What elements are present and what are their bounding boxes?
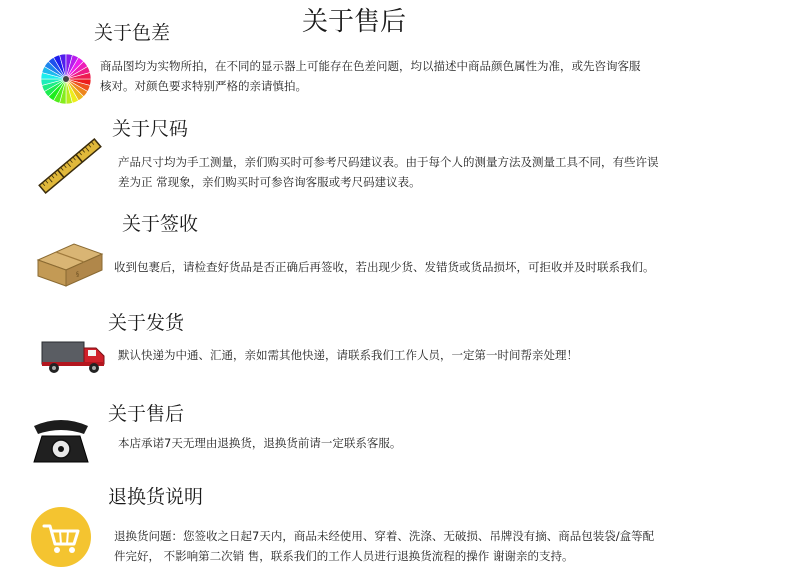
svg-text:§: § bbox=[76, 271, 79, 278]
section-text-line: 退换货问题：您签收之日起7天内，商品未经使用、穿着、洗涤、无破损、吊牌没有摘、商品包装袋/盒等配 bbox=[114, 529, 655, 543]
section-title-returns: 退换货说明 bbox=[108, 486, 204, 508]
section-text-aftersales bbox=[118, 433, 401, 453]
section-text-line: 差为正 常现象，亲们购买时可参咨询客服或考尺码建议表。 bbox=[118, 175, 421, 189]
shopping-cart-icon bbox=[30, 506, 92, 568]
section-title-shipping: 关于发货 bbox=[108, 312, 185, 334]
delivery-truck-icon bbox=[40, 336, 108, 376]
section-title-receipt: 关于签收 bbox=[122, 213, 199, 235]
section-title-size: 关于尺码 bbox=[112, 118, 189, 140]
section-text-line: 收到包裹后，请检查好货品是否正确后再签收，若出现少货、发错货或货品损坏，可拒收并及时联系我们。 bbox=[114, 260, 655, 274]
color-wheel-icon bbox=[40, 53, 92, 105]
section-text-size bbox=[118, 152, 659, 192]
section-text-receipt bbox=[114, 257, 655, 277]
telephone-icon bbox=[28, 416, 94, 466]
section-text-color bbox=[100, 56, 641, 96]
section-text-returns bbox=[114, 526, 654, 566]
section-text-line: 产品尺寸均为手工测量，亲们购买时可参考尺码建议表。由于每个人的测量方法及测量工具不同，有些许误 bbox=[118, 155, 659, 169]
package-box-icon bbox=[36, 236, 104, 288]
page-title: 关于售后 bbox=[302, 7, 407, 37]
section-text-line: 默认快递为中通、汇通，亲如需其他快递，请联系我们工作人员，一定第一时间帮亲处理！ bbox=[118, 348, 578, 362]
section-text-shipping bbox=[118, 345, 578, 365]
tape-measure-icon bbox=[30, 134, 110, 198]
section-title-aftersales: 关于售后 bbox=[108, 403, 185, 425]
section-title-color: 关于色差 bbox=[94, 22, 171, 44]
section-text-line: 件完好， 不影响第二次销 售，联系我们的工作人员进行退换货流程的操作 谢谢亲的支持。 bbox=[114, 549, 574, 563]
section-text-line: 核对。对颜色要求特别严格的亲请慎拍。 bbox=[100, 79, 307, 93]
section-text-line: 本店承诺7天无理由退换货，退换货前请一定联系客服。 bbox=[118, 436, 402, 450]
section-text-line: 商品图均为实物所拍，在不同的显示器上可能存在色差问题，均以描述中商品颜色属性为准，或先咨询客服 bbox=[100, 59, 641, 73]
